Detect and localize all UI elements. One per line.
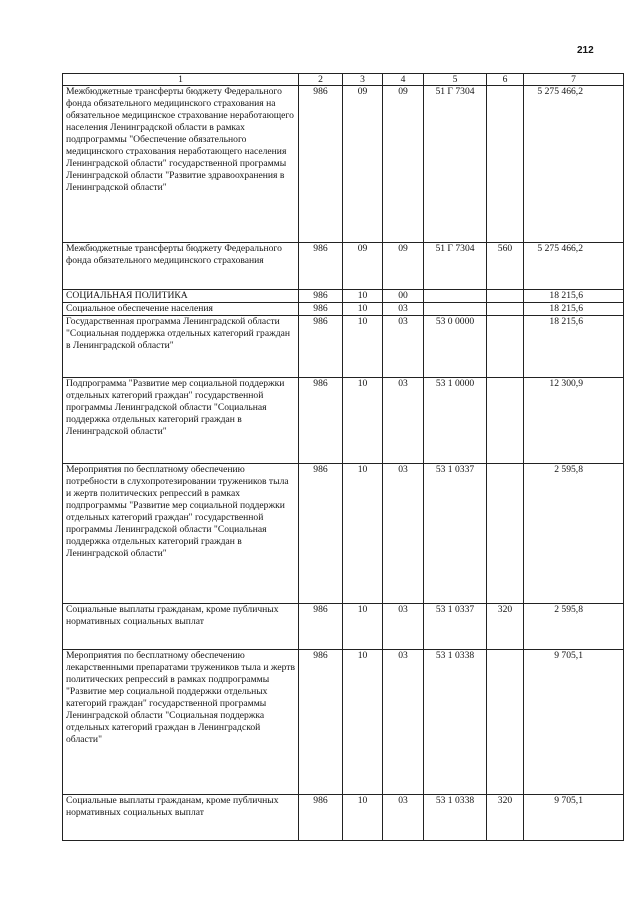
row-col-2: 986: [299, 464, 343, 604]
row-col-6: [487, 86, 524, 243]
table-row: [63, 795, 624, 841]
column-header: 5: [424, 74, 487, 86]
row-name: Межбюджетные трансферты бюджету Федерального фонда обязательного медицинского страхования: [63, 243, 299, 290]
row-col-2: 986: [299, 795, 343, 841]
row-col-4: 03: [383, 316, 424, 378]
row-col-2: 986: [299, 86, 343, 243]
table-header-row: [63, 74, 624, 86]
row-col-2: 986: [299, 650, 343, 795]
row-col-4: 03: [383, 604, 424, 650]
row-col-5: 53 1 0338: [424, 650, 487, 795]
row-col-6: [487, 303, 524, 316]
row-col-3: 09: [343, 86, 383, 243]
row-col-2: 986: [299, 604, 343, 650]
row-name: Мероприятия по бесплатному обеспечению потребности в слухопротезировании тружеников тыла и жертв политических репрессий в рамках подпрограммы "Развитие мер социальной поддержки отдельных категорий граждан" государственной программы Ленинградской области "Социальная поддержка отдельных категорий граждан в Ленинградской области": [63, 464, 299, 604]
row-col-5: 53 0 0000: [424, 316, 487, 378]
row-col-4: 03: [383, 303, 424, 316]
row-col-3: 10: [343, 464, 383, 604]
row-col-6: 320: [487, 604, 524, 650]
row-col-5: [424, 290, 487, 303]
table-row: [63, 290, 624, 303]
column-header: 4: [383, 74, 424, 86]
row-col-2: 986: [299, 316, 343, 378]
row-col-7: 9 705,1: [524, 795, 624, 841]
row-name: СОЦИАЛЬНАЯ ПОЛИТИКА: [63, 290, 299, 303]
row-col-6: 320: [487, 795, 524, 841]
table-row: [63, 464, 624, 604]
row-col-3: 10: [343, 650, 383, 795]
row-col-7: 2 595,8: [524, 604, 624, 650]
row-col-3: 10: [343, 378, 383, 464]
row-name: Межбюджетные трансферты бюджету Федерального фонда обязательного медицинского страхования на обязательное медицинское страхование неработающего населения Ленинградской области в рамках подпрограммы "Обеспечение обязательного медицинского страхования неработающего населения Ленинградской области" государственной программы Ленинградской области "Развитие здравоохранения в Ленинградской области": [63, 86, 299, 243]
column-header: 6: [487, 74, 524, 86]
row-col-7: 2 595,8: [524, 464, 624, 604]
row-name: Мероприятия по бесплатному обеспечению лекарственными препаратами тружеников тыла и жертв политических репрессий в рамках подпрограммы "Развитие мер социальной поддержки отдельных категорий граждан" государственной программы Ленинградской области "Социальная поддержка отдельных категорий граждан в Ленинградской области": [63, 650, 299, 795]
row-name: Социальные выплаты гражданам, кроме публичных нормативных социальных выплат: [63, 604, 299, 650]
row-col-7: 9 705,1: [524, 650, 624, 795]
column-header: 7: [524, 74, 624, 86]
row-col-7: 18 215,6: [524, 290, 624, 303]
row-col-4: 03: [383, 378, 424, 464]
row-col-7: 12 300,9: [524, 378, 624, 464]
row-col-3: 10: [343, 290, 383, 303]
row-col-4: 03: [383, 795, 424, 841]
column-header: 3: [343, 74, 383, 86]
row-col-3: 10: [343, 604, 383, 650]
table-row: [63, 243, 624, 290]
table-row: [63, 378, 624, 464]
row-col-4: 03: [383, 464, 424, 604]
row-name: Подпрограмма "Развитие мер социальной поддержки отдельных категорий граждан" государственной программы Ленинградской области "Социальная поддержка отдельных категорий граждан в Ленинградской области": [63, 378, 299, 464]
row-col-5: 53 1 0000: [424, 378, 487, 464]
table-row: [63, 650, 624, 795]
row-col-6: [487, 290, 524, 303]
row-col-7: 18 215,6: [524, 303, 624, 316]
row-col-3: 10: [343, 303, 383, 316]
row-col-2: 986: [299, 303, 343, 316]
row-col-5: 53 1 0337: [424, 464, 487, 604]
table-row: [63, 303, 624, 316]
row-col-5: 53 1 0338: [424, 795, 487, 841]
row-name: Социальные выплаты гражданам, кроме публичных нормативных социальных выплат: [63, 795, 299, 841]
row-col-4: 03: [383, 650, 424, 795]
table-row: [63, 604, 624, 650]
row-col-6: 560: [487, 243, 524, 290]
table-row: [63, 316, 624, 378]
row-col-2: 986: [299, 243, 343, 290]
row-col-4: 09: [383, 243, 424, 290]
row-col-7: 18 215,6: [524, 316, 624, 378]
row-name: Социальное обеспечение населения: [63, 303, 299, 316]
row-name: Государственная программа Ленинградской области "Социальная поддержка отдельных категорий граждан в Ленинградской области": [63, 316, 299, 378]
column-header: 2: [299, 74, 343, 86]
row-col-4: 09: [383, 86, 424, 243]
row-col-5: 51 Г 7304: [424, 86, 487, 243]
row-col-7: 5 275 466,2: [524, 243, 624, 290]
row-col-7: 5 275 466,2: [524, 86, 624, 243]
budget-table: [62, 73, 624, 841]
row-col-2: 986: [299, 378, 343, 464]
page-number: 212: [577, 45, 594, 56]
row-col-5: [424, 303, 487, 316]
row-col-3: 09: [343, 243, 383, 290]
row-col-3: 10: [343, 795, 383, 841]
table-row: [63, 86, 624, 243]
row-col-5: 51 Г 7304: [424, 243, 487, 290]
row-col-3: 10: [343, 316, 383, 378]
row-col-6: [487, 650, 524, 795]
row-col-2: 986: [299, 290, 343, 303]
row-col-6: [487, 378, 524, 464]
row-col-6: [487, 316, 524, 378]
row-col-5: 53 1 0337: [424, 604, 487, 650]
column-header: 1: [63, 74, 299, 86]
row-col-4: 00: [383, 290, 424, 303]
row-col-6: [487, 464, 524, 604]
